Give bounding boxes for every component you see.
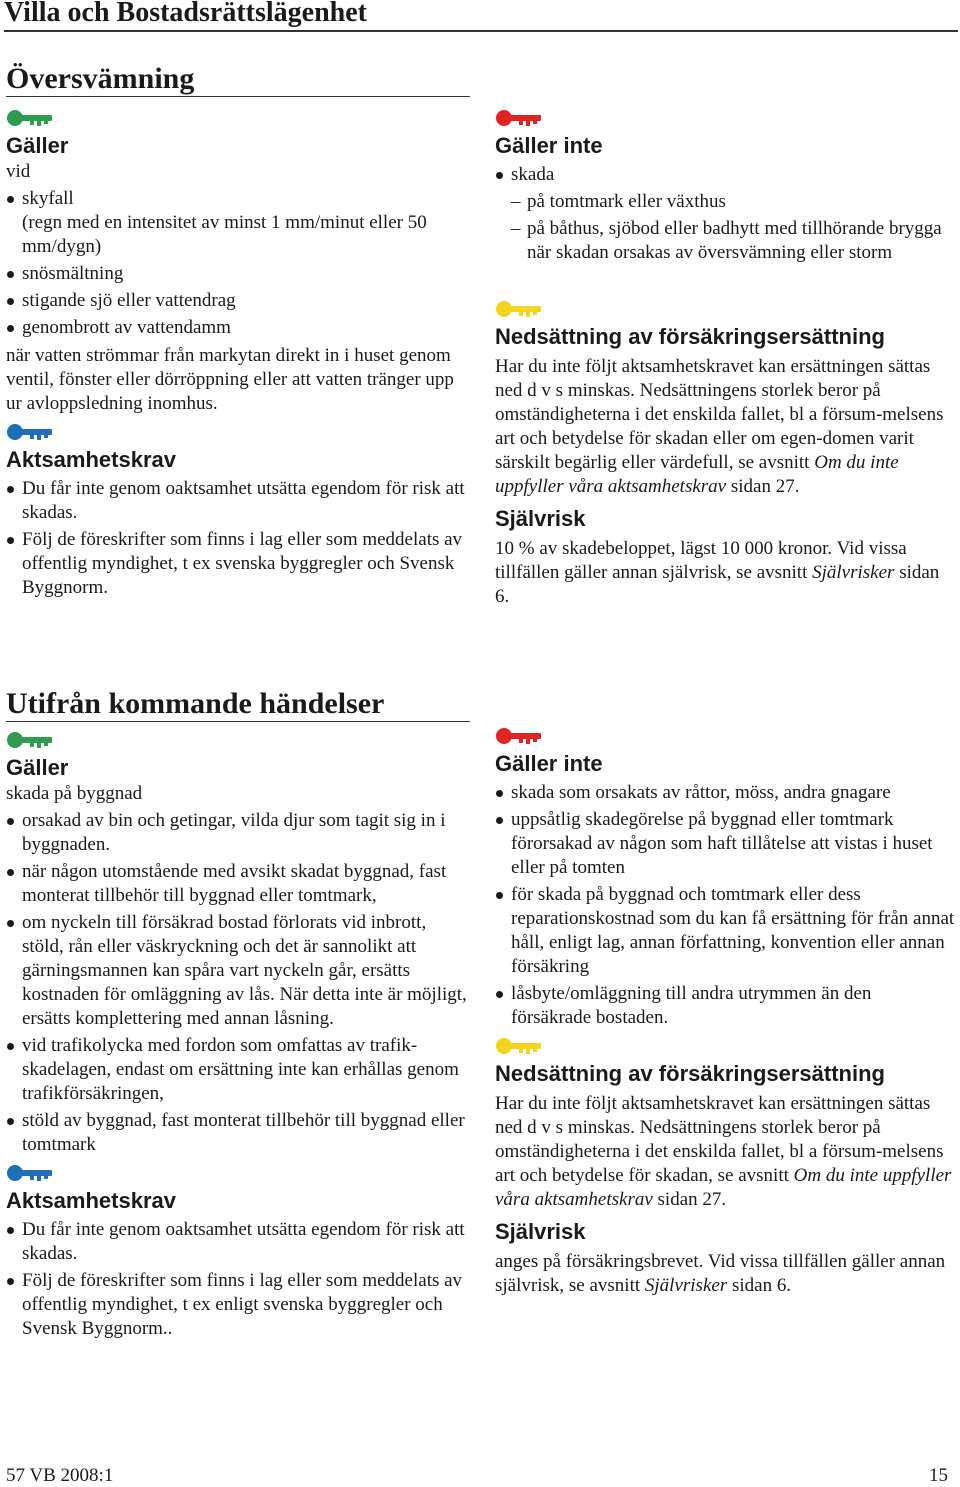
list-item: orsakad av bin och getingar, vilda djur som tagit sig in i byggnaden. [6, 809, 470, 857]
s2-nedsattning-heading: Nedsättning av försäkringsersättning [495, 1061, 885, 1086]
s1-galler-list [6, 187, 470, 340]
s1-galler-inte-list [495, 163, 955, 187]
s2-nedsattning-text: Har du inte följt aktsamhetskravet kan ersättningen sättas ned d v s minskas. Nedsättningens storlek beror på omständigheterna i det enskilda fallet, bl a försum-melsens art och betydelse för skadan, se avsnitt Om du inte uppfyller våra aktsamhetskrav sidan 27. [495, 1093, 952, 1210]
list-item: stöld av byggnad, fast monterat tillbehör till byggnad eller tomtmark [6, 1109, 470, 1157]
s2-galler-inte-heading: Gäller inte [495, 751, 603, 776]
s1-aktsamhetskrav-list [6, 477, 470, 600]
s2-sjalvrisk-heading: Självrisk [495, 1219, 586, 1244]
list-item: om nyckeln till försäkrad bostad förlorats vid inbrott, stöld, rån eller väskryckning och det är sannolikt att gärningsmannen kan spåra vart nyckeln går, ersätts kostnaden för omläggning av lås. När detta inte är möjligt, ersätts komplettering med annan låsning. [6, 911, 470, 1031]
list-subitem: – på tomtmark eller växthus [495, 190, 955, 214]
list-item: Du får inte genom oaktsamhet utsätta egendom för risk att skadas. [6, 1218, 470, 1266]
s2-intro: skada på byggnad [6, 783, 143, 804]
list-item: Följ de föreskrifter som finns i lag eller som meddelats av offentlig myndighet, t ex enligt svenska byggregler och Svensk Byggnorm.. [6, 1269, 470, 1341]
s2-left-column [6, 724, 470, 1341]
s1-right-column [495, 102, 955, 609]
list-subitem: – på båthus, sjöbod eller badhytt med tillhörande brygga när skadan orsakas av översvämning eller storm [495, 217, 955, 265]
list-item: när någon utomstående med avsikt skadat byggnad, fast monterat tillbehör till byggnad eller tomtmark, [6, 860, 470, 908]
list-item: uppsåtlig skadegörelse på byggnad eller tomtmark förorsakad av någon som haft tillåtelse att vistas i huset eller på tomten [495, 808, 955, 880]
list-item: stigande sjö eller vattendrag [6, 289, 470, 313]
footer-doc-id: 57 VB 2008:1 [6, 1465, 114, 1486]
green-key-icon [6, 108, 54, 128]
page-header: Villa och Bostadsrättslägenhet [4, 0, 958, 32]
list-item: skada som orsakats av råttor, möss, andra gnagare [495, 781, 955, 805]
yellow-key-icon [495, 299, 543, 319]
s1-nedsattning-text: Har du inte följt aktsamhetskravet kan ersättningen sättas ned d v s minskas. Nedsättningens storlek beror på omständigheterna i det enskilda fallet, bl a försum-melsens art och betydelse för skadan eller om egen-domen varit särskilt begärlig eller värdefull, se avsnitt Om du inte uppfyller våra aktsamhetskrav sidan 27. [495, 356, 944, 497]
list-item-note: (regn med en intensitet av minst 1 mm/minut eller 50 mm/dygn) [22, 212, 427, 257]
list-item: låsbyte/omläggning till andra utrymmen än den försäkrade bostaden. [495, 982, 955, 1030]
s1-nedsattning-heading: Nedsättning av försäkringsersättning [495, 324, 885, 349]
s1-left-column [6, 102, 470, 600]
red-key-icon [495, 108, 543, 128]
s2-aktsamhetskrav-list [6, 1218, 470, 1341]
s1-intro: vid [6, 161, 31, 182]
list-item: genombrott av vattendamm [6, 316, 470, 340]
list-item: snösmältning [6, 262, 470, 286]
s1-galler-inte-heading: Gäller inte [495, 133, 603, 158]
list-item: för skada på byggnad och tomtmark eller dess reparationskostnad som du kan få ersättning för från annat håll, enligt lag, annan författning, konvention eller annan försäkring [495, 883, 955, 979]
list-item: Du får inte genom oaktsamhet utsätta egendom för risk att skadas. [6, 477, 470, 525]
s2-right-column [495, 720, 955, 1298]
s1-galler-inte-sublist [495, 190, 955, 265]
s1-galler-heading: Gäller [6, 133, 69, 158]
s2-aktsamhetskrav-heading: Aktsamhetskrav [6, 1188, 176, 1213]
red-key-icon [495, 726, 543, 746]
s1-aktsamhetskrav-heading: Aktsamhetskrav [6, 447, 176, 472]
section-title-utifran: Utifrån kommande händelser [6, 687, 470, 722]
s2-galler-inte-list [495, 781, 955, 1030]
s1-sjalvrisk-text: 10 % av skadebeloppet, lägst 10 000 kronor. Vid vissa tillfällen gäller annan självrisk, se avsnitt Självrisker sidan 6. [495, 538, 940, 607]
blue-key-icon [6, 1163, 54, 1183]
footer-page-number: 15 [929, 1465, 948, 1486]
list-item: skada [495, 163, 955, 187]
s1-after-text: när vatten strömmar från markytan direkt in i huset genom ventil, fönster eller dörröppning eller att vatten tränger upp ur avloppsledning inomhus. [6, 345, 454, 414]
green-key-icon [6, 730, 54, 750]
s2-sjalvrisk-text: anges på försäkringsbrevet. Vid vissa tillfällen gäller annan självrisk, se avsnitt Självrisker sidan 6. [495, 1251, 946, 1296]
yellow-key-icon [495, 1036, 543, 1056]
blue-key-icon [6, 422, 54, 442]
s2-galler-list [6, 809, 470, 1157]
list-item: vid trafikolycka med fordon som omfattas av trafik-skadelagen, endast om ersättning inte kan erhållas genom trafikförsäkringen, [6, 1034, 470, 1106]
list-item: Följ de föreskrifter som finns i lag eller som meddelats av offentlig myndighet, t ex svenska byggregler och Svensk Byggnorm. [6, 528, 470, 600]
s2-galler-heading: Gäller [6, 755, 69, 780]
s1-sjalvrisk-heading: Självrisk [495, 506, 586, 531]
list-item: skyfall (regn med en intensitet av minst 1 mm/minut eller 50 mm/dygn) [6, 187, 470, 259]
section-title-oversvamning: Översvämning [6, 62, 470, 97]
